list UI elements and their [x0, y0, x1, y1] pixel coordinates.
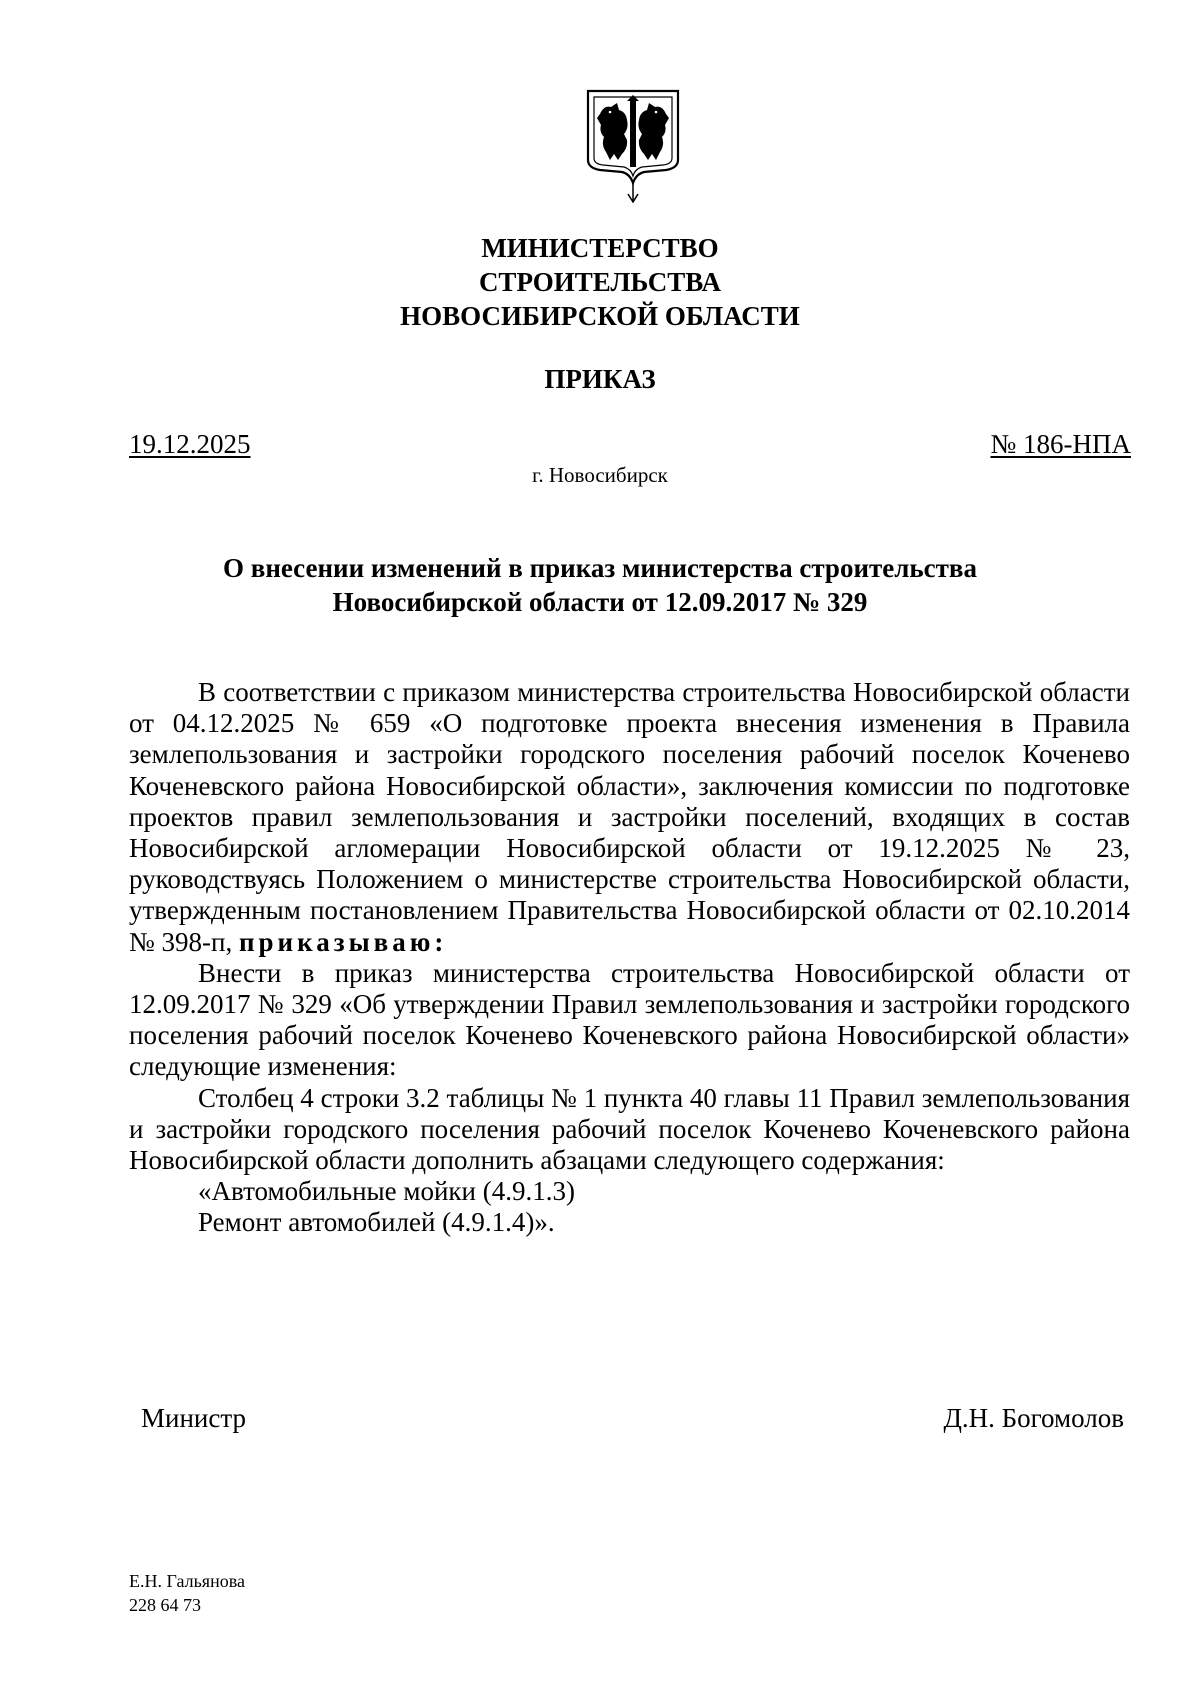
document-type: ПРИКАЗ: [544, 364, 656, 394]
body-paragraph-5: Ремонт автомобилей (4.9.1.4)».: [198, 1207, 555, 1238]
subject-line-1: О внесении изменений в приказ министерства строительства: [222, 553, 978, 583]
body-paragraph-3: Столбец 4 строки 3.2 таблицы № 1 пункта 40 главы 11 Правил землепользования и застройки городского поселения рабочий поселок Коченево Коченевского района Новосибирской области дополнить абзацами следующего содержания:: [129, 1082, 1130, 1176]
document-body: [129, 677, 1130, 1239]
org-line-2: СТРОИТЕЛЬСТВА: [478, 267, 722, 297]
order-word: приказываю:: [238, 926, 448, 957]
body-paragraph-1-text: В соответствии с приказом министерства строительства Новосибирской области от 04.12.2025 № 659 «О подготовке проекта внесения изменения в Правила землепользования и застройки городского поселения рабочий поселок Коченево Коченевского района Новосибирской области», заключения комиссии по подготовке проектов правил землепользования и застройки поселений, входящих в состав Новосибирской агломерации Новосибирской области от 19.12.2025 № 23, руководствуясь Положением о министерстве строительства Новосибирской области, утвержденным постановлением Правительства Новосибирской области от 02.10.2014 № 398-п,: [129, 677, 1130, 957]
executor-name: Е.Н. Гальянова: [129, 1571, 245, 1591]
body-paragraph-2: Внести в приказ министерства строительства Новосибирской области от 12.09.2017 № 329 «Об утверждении Правил землепользования и застройки городского поселения рабочий поселок Коченево Коченевского района Новосибирской области» следующие изменения:: [129, 957, 1130, 1082]
document-subject: [0, 551, 1200, 619]
organization-name: [0, 231, 1200, 333]
document-city: г. Новосибирск: [532, 463, 668, 487]
document-number: № 186-НПА: [990, 429, 1131, 459]
body-paragraph-4: «Автомобильные мойки (4.9.1.3): [198, 1176, 575, 1207]
coat-of-arms-icon: [584, 88, 682, 208]
executor-phone: 228 64 73: [129, 1595, 201, 1615]
signatory-position: Министр: [141, 1403, 246, 1433]
org-line-1: МИНИСТЕРСТВО: [481, 233, 719, 263]
executor-info: [129, 1569, 245, 1617]
org-line-3: НОВОСИБИРСКОЙ ОБЛАСТИ: [400, 301, 800, 331]
body-paragraph-1: [129, 677, 1130, 958]
signatory-name: Д.Н. Богомолов: [943, 1403, 1124, 1433]
subject-line-2: Новосибирской области от 12.09.2017 № 329: [332, 587, 868, 617]
document-date: 19.12.2025: [129, 429, 251, 459]
